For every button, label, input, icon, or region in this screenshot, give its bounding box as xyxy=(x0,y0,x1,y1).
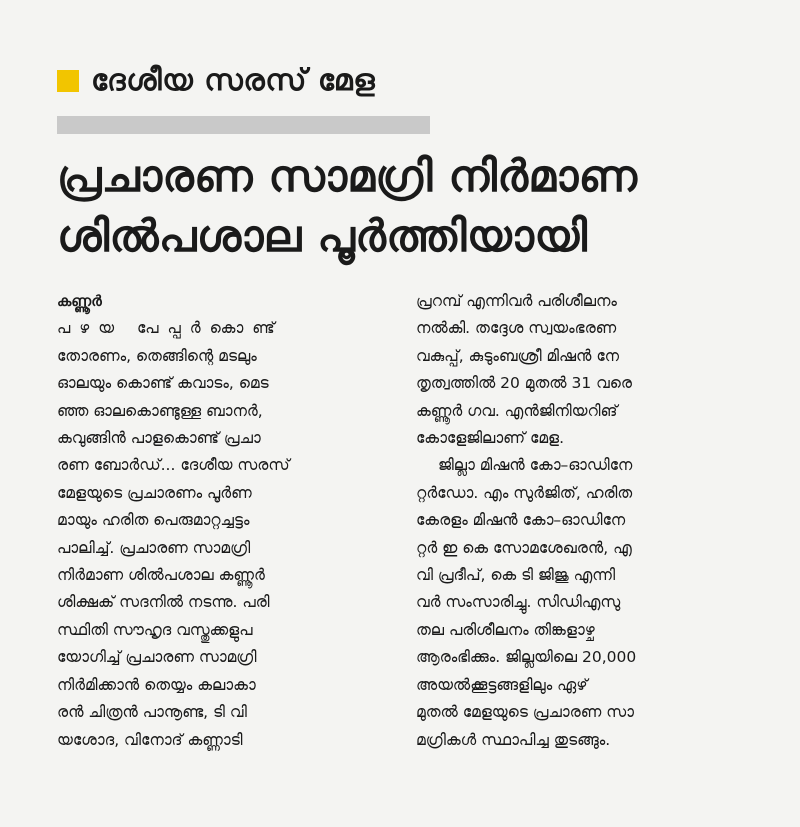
body-line: നിർമാണ ശിൽപശാല കണ്ണൂർ xyxy=(57,566,265,585)
section-kicker xyxy=(57,60,375,102)
body-line: യോഗിച്ച് പ്രചാരണ സാമഗ്രി xyxy=(57,648,257,667)
body-line: തോരണം, തെങ്ങിന്റെ മടലും xyxy=(57,346,257,365)
body-line: നിർമിക്കാൻ തെയ്യം കലാകാ xyxy=(57,675,256,694)
body-line: ആരംഭിക്കും. ജില്ലയിലെ 20,000 xyxy=(416,648,637,667)
body-line: മേളയുടെ പ്രചാരണം പൂർണ xyxy=(57,483,252,502)
body-line: റ്റർഡോ. എം സുർജിത്, ഹരിത xyxy=(416,483,633,502)
body-line: രൻ ചിത്രൻ പാനൂണ്ട, ടി വി xyxy=(57,703,247,722)
body-line: കണ്ണൂർ ഗവ. എൻജിനിയറിങ് xyxy=(416,401,618,420)
body-line: വർ സംസാരിച്ചു. സിഡിഎസു xyxy=(416,593,621,612)
headline-line-2: ശിൽപശാല പൂർത്തിയായി xyxy=(57,211,588,262)
body-line: വി പ്രദീപ്, കെ ടി ജിജു എന്നി xyxy=(416,566,616,585)
body-line: കവുങ്ങിൻ പാളകൊണ്ട് പ്രചാ xyxy=(57,429,261,448)
body-line: മായും ഹരിത പെരുമാറ്റച്ചട്ടം xyxy=(57,511,250,530)
body-line: അയൽക്കൂട്ടങ്ങളിലും ഏഴ് xyxy=(416,675,588,694)
body-line: റ്റർ ഇ കെ സോമശേഖരൻ, എ xyxy=(416,538,632,557)
headline xyxy=(57,147,777,267)
body-line: കോളേജിലാണ് മേള. xyxy=(416,429,565,448)
body-line: പഴയ പേപ്പർകൊണ്ട് xyxy=(57,319,284,338)
body-line: കേരളം മിഷൻ കോ–ഓഡിനേ xyxy=(416,511,626,530)
body-line: രണ ബോർഡ്... ദേശീയ സരസ് xyxy=(57,456,290,475)
kicker-underline-bar xyxy=(57,116,430,134)
body-line: ഓലയും കൊണ്ട് കവാടം, മെട xyxy=(57,374,269,393)
body-line: പാലിച്ച്. പ്രചാരണ സാമഗ്രി xyxy=(57,538,251,557)
kicker-square-icon xyxy=(57,70,79,92)
headline-line-1: പ്രചാരണ സാമഗ്രി നിർമാണ xyxy=(57,151,638,202)
body-line: ജില്ലാ മിഷൻ കോ–ഓഡിനേ xyxy=(438,456,633,475)
body-line: നൽകി. തദ്ദേശ സ്വയംഭരണ xyxy=(416,319,617,338)
body-line: സ്ഥിതി സൗഹൃദ വസ്തുക്കളുപ xyxy=(57,620,253,639)
body-line: ഞ്ഞ ഓലകൊണ്ടുള്ള ബാനർ, xyxy=(57,401,263,420)
body-line: തൃത്വത്തിൽ 20 മുതൽ 31 വരെ xyxy=(416,374,632,393)
body-line: തല പരിശീലനം തിങ്കളാഴ്ച xyxy=(416,620,595,639)
dateline: കണ്ണൂർ xyxy=(57,292,102,310)
article-column-left xyxy=(57,288,402,754)
body-line: മുതൽ മേളയുടെ പ്രചാരണ സാ xyxy=(416,703,634,722)
body-line: പ്രറമ്പ് എന്നിവർ പരിശീലനം xyxy=(416,292,617,310)
article-column-right xyxy=(416,288,761,754)
body-line: ശിക്ഷക് സദനിൽ നടന്നു. പരി xyxy=(57,593,270,612)
kicker-text: ദേശീയ സരസ് മേള xyxy=(91,63,376,98)
body-line: മഗ്രികൾ സ്ഥാപിച്ച തുടങ്ങും. xyxy=(416,730,611,749)
body-line: യശോദ, വിനോദ് കണ്ണാടി xyxy=(57,730,243,749)
body-line: വകുപ്പ്, കുടുംബശ്രീ മിഷൻ നേ xyxy=(416,346,620,365)
